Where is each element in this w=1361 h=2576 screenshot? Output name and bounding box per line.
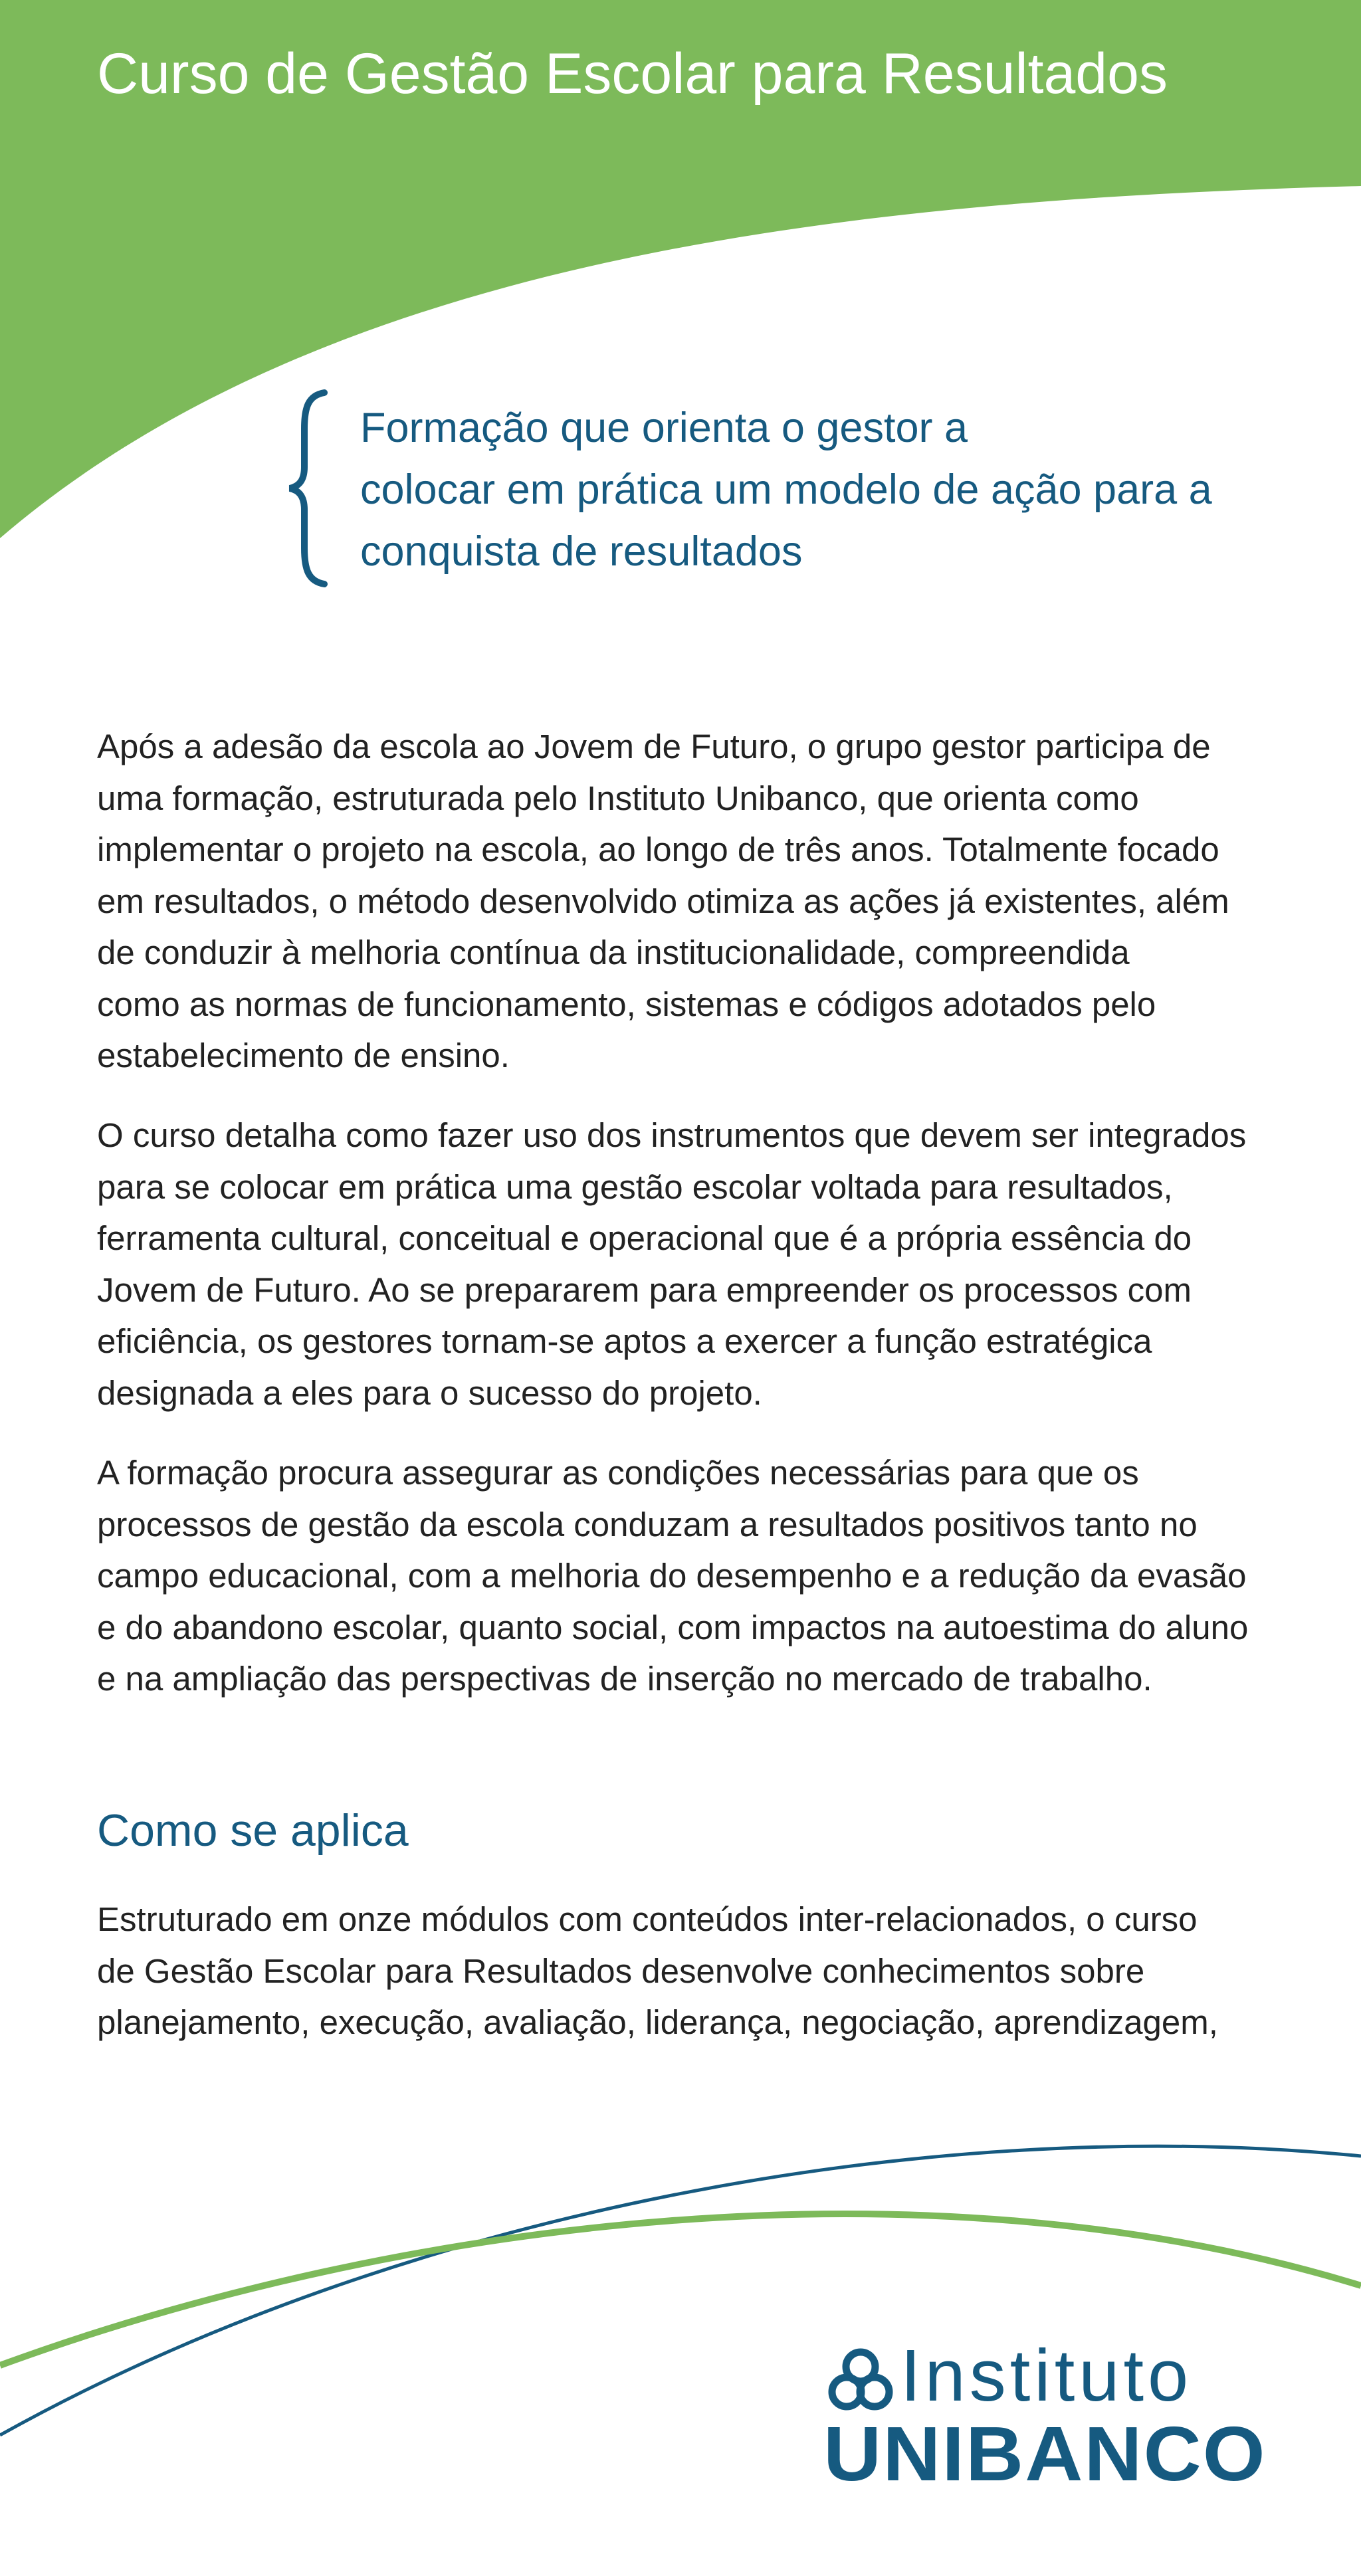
text-line: Jovem de Futuro. Ao se prepararem para empreender os processos com [97,1270,1192,1309]
text-line: e na ampliação das perspectivas de inserção no mercado de trabalho. [97,1660,1152,1698]
text-line: de Gestão Escolar para Resultados desenvolve conhecimentos sobre [97,1951,1145,1990]
intro-line: colocar em prática um modelo de ação para a [360,466,1212,513]
text-line: em resultados, o método desenvolvido otimiza as ações já existentes, além [97,882,1229,920]
intro-line: conquista de resultados [360,528,803,575]
page-title: Curso de Gestão Escolar para Resultados [97,42,1168,106]
text-line: implementar o projeto na escola, ao longo de três anos. Totalmente focado [97,831,1219,868]
text-line: O curso detalha como fazer uso dos instrumentos que devem ser integrados [97,1116,1247,1154]
text-line: planejamento, execução, avaliação, liderança, negociação, aprendizagem, [97,2003,1218,2041]
text-line: para se colocar em prática uma gestão escolar voltada para resultados, [97,1167,1173,1206]
text-line: ferramenta cultural, conceitual e operacional que é a própria essência do [97,1219,1192,1257]
text-line: A formação procura assegurar as condições necessárias para que os [97,1454,1139,1492]
intro-line: Formação que orienta o gestor a [360,405,968,451]
text-line: eficiência, os gestores tornam-se aptos a exercer a função estratégica [97,1322,1152,1360]
text-line: de conduzir à melhoria contínua da institucionalidade, compreendida [97,934,1130,971]
paragraph-1 [97,721,1293,1082]
logo-word-instituto: Instituto [900,2335,1193,2417]
text-line: uma formação, estruturada pelo Instituto Unibanco, que orienta como [97,779,1139,817]
text-line: Após a adesão da escola ao Jovem de Futuro, o grupo gestor participa de [97,728,1211,765]
text-line: designada a eles para o sucesso do projeto. [97,1373,762,1412]
paragraph-3 [97,1447,1293,1705]
section-heading: Como se aplica [97,1805,409,1856]
logo-word-unibanco: UNIBANCO [823,2411,1267,2497]
text-line: Estruturado em onze módulos com conteúdos inter-relacionados, o curso [97,1900,1198,1938]
intro-subtitle [360,397,1304,583]
curly-brace-icon [286,389,332,588]
text-line: campo educacional, com a melhoria do desempenho e a redução da evasão [97,1557,1247,1595]
text-line: estabelecimento de ensino. [97,1037,510,1074]
text-line: como as normas de funcionamento, sistemas e códigos adotados pelo [97,985,1156,1023]
text-line: e do abandono escolar, quanto social, com impactos na autoestima do aluno [97,1608,1249,1646]
section-paragraph [97,1894,1293,2048]
paragraph-2 [97,1110,1293,1419]
text-line: processos de gestão da escola conduzam a resultados positivos tanto no [97,1505,1198,1543]
logo-symbol-icon [824,2344,897,2417]
instituto-unibanco-logo [821,2332,1267,2497]
